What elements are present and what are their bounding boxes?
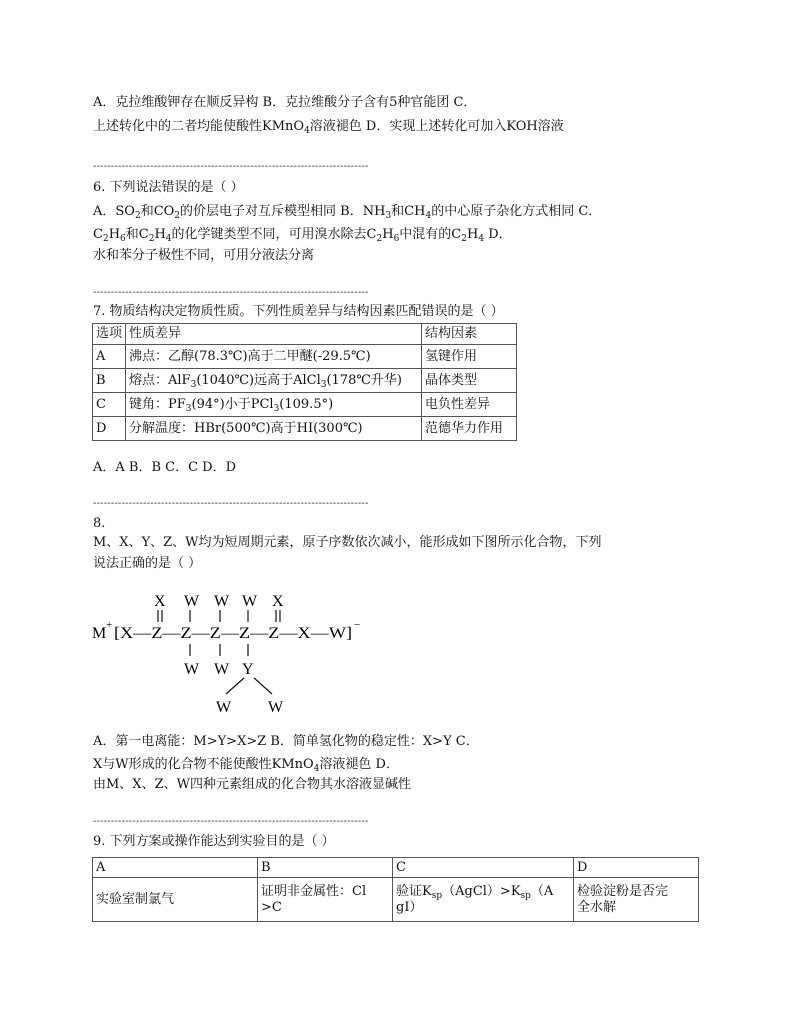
q8-number: 8. (93, 516, 106, 531)
table-row: A 沸点：乙醇(78.3℃)高于二甲醚(-29.5℃) 氢键作用 (93, 345, 517, 369)
q8-structure-diagram (92, 588, 392, 718)
q6-line-3: 水和苯分子极性不同，可用分液法分离 (93, 248, 315, 263)
q8-line-1: A．第一电离能：M>Y>X>Z B．简单氢化物的稳定性：X>Y C． (93, 734, 479, 749)
q6-stem: 6. 下列说法错误的是（ ） (93, 180, 244, 195)
y-atom: Y (242, 661, 254, 678)
q9-table (92, 857, 699, 922)
table-row: 选项 性质差异 结构因素 (93, 324, 517, 345)
counter-ion: M (92, 625, 107, 642)
q6-line-1: A．$SO_2$和$CO_2$的价层电子对互斥模型相同 B．$NH_3$和$CH_4$的中心原子杂化方式相同 C． (93, 204, 602, 221)
table-row: 实验室制氯气 证明非金属性：Cl >C 验证$K_{sp}(AgCl)>K_{sp}(A$ gI） 检验淀粉是否完 全水解 (93, 878, 699, 922)
q7-options: A．A B．B C．C D．D (93, 460, 237, 475)
y-substituent: W (216, 699, 232, 716)
q7-stem: 7. 物质结构决定物质性质。下列性质差异与结构因素匹配错误的是（ ） (93, 304, 504, 319)
table-row: C 键角：$PF_3(94^\circ)$小于PCl$_3$(109.5°) 电负性差异 (93, 393, 517, 417)
separator-3: ----------------------------------------------------------------------------- (93, 498, 369, 509)
q8-line-2: X与W形成的化合物不能使酸性KMnO$_4$溶液褪色 D． (93, 757, 399, 774)
q8-line-3: 由M、X、Z、W四种元素组成的化合物其水溶液显碱性 (93, 777, 411, 792)
top-atom: X (154, 593, 166, 610)
q5-line-2: 上述转化中的二者均能使酸性KMnO$_4$溶液褪色 D．实现上述转化可加入KOH溶液 (93, 119, 564, 136)
plus-charge: + (106, 619, 113, 631)
q5-line-1: A．克拉维酸钾存在顺反异构 B．克拉维酸分子含有5种官能团 C． (93, 95, 477, 110)
bottom-atom: W (184, 661, 200, 678)
q9-stem: 9. 下列方案或操作能达到实验目的是（ ） (93, 834, 335, 849)
table-row: B 熔点：AlF$_3$(1040℃)远高于AlCl$_3$(178℃升华) 晶体类型 (93, 369, 517, 393)
q8-stem-2: 说法正确的是（ ） (93, 556, 202, 571)
main-chain: [X—Z—Z—Z—Z—Z—X—W] (114, 625, 352, 642)
y-substituent: W (268, 699, 284, 716)
table-row: D 分解温度：HBr(500℃)高于HI(300℃) 范德华力作用 (93, 417, 517, 441)
separator-2: ----------------------------------------------------------------------------- (93, 287, 369, 298)
top-atom: X (272, 593, 284, 610)
q6-line-2: $C_2H_6$和$C_2H_4$的化学键类型不同，可用溴水除去$C_2H_6$中混有的$C_2H_4$ D． (93, 227, 512, 244)
q7-table (92, 323, 517, 441)
separator-1: ----------------------------------------------------------------------------- (93, 161, 369, 172)
bottom-atom: W (214, 661, 230, 678)
q8-stem-1: M、X、Y、Z、W均为短周期元素，原子序数依次减小，能形成如下图所示化合物，下列 (93, 535, 602, 550)
minus-charge: − (354, 619, 361, 631)
top-atom: W (242, 593, 258, 610)
table-row: A B C D (93, 858, 699, 878)
top-atom: W (184, 593, 200, 610)
top-atom: W (214, 593, 230, 610)
separator-4: ----------------------------------------------------------------------------- (93, 816, 369, 827)
